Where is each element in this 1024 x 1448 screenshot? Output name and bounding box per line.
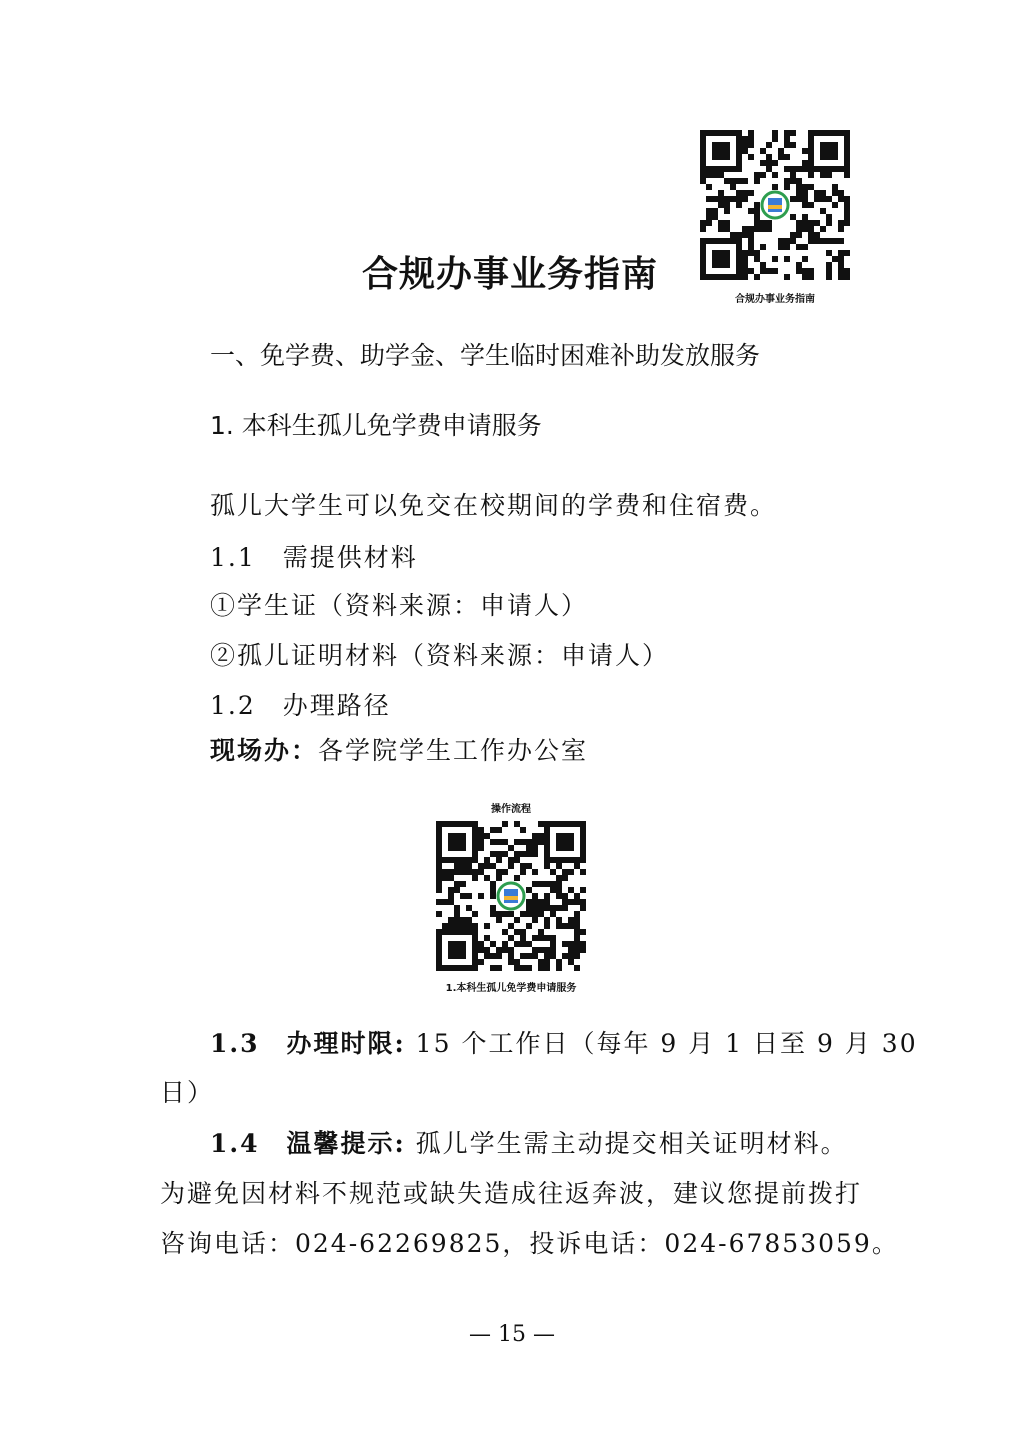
materials-item: ②孤儿证明材料（资料来源：申请人）: [210, 641, 670, 670]
page-number: — 15 —: [469, 1322, 555, 1347]
materials-heading: 1.1 需提供材料: [210, 543, 418, 572]
subsection-heading: 1. 本科生孤儿免学费申请服务: [210, 411, 542, 440]
intro-text: 孤儿大学生可以免交在校期间的学费和住宿费。: [210, 491, 778, 520]
flow-qr-title: 操作流程: [491, 804, 531, 815]
flow-qr-block: [432, 800, 590, 994]
tips-text: 孤儿学生需主动提交相关证明材料。: [405, 1129, 848, 1158]
route-heading: 1.2 办理路径: [210, 691, 391, 720]
page-title: 合规办事业务指南: [362, 253, 659, 295]
top-qr-block: [700, 130, 850, 305]
tips-text: 咨询电话：024-62269825，投诉电话：024-67853059。: [160, 1229, 899, 1258]
materials-item: ①学生证（资料来源：申请人）: [210, 591, 589, 620]
flow-qr-caption: 1.本科生孤儿免学费申请服务: [445, 983, 577, 994]
time-limit-label: 1.3 办理时限:: [210, 1029, 406, 1058]
time-limit-line: [210, 1024, 918, 1060]
tips-text: 为避免因材料不规范或缺失造成往返奔波，建议您提前拨打: [160, 1179, 863, 1208]
time-limit-value: 15 个工作日（每年 9 月 1 日至 9 月 30: [405, 1029, 918, 1058]
route-label: 现场办：: [210, 736, 319, 765]
section-heading: 一、免学费、助学金、学生临时困难补助发放服务: [210, 341, 761, 370]
tips-label: 1.4 温馨提示:: [210, 1129, 406, 1158]
route-line: [210, 731, 588, 767]
route-value: 各学院学生工作办公室: [318, 736, 589, 765]
top-qr-caption: 合规办事业务指南: [735, 294, 815, 305]
tips-line: [210, 1124, 848, 1160]
time-limit-cont: 日）: [160, 1078, 215, 1107]
qr-code-icon: [436, 821, 586, 971]
qr-code-icon: [700, 130, 850, 280]
